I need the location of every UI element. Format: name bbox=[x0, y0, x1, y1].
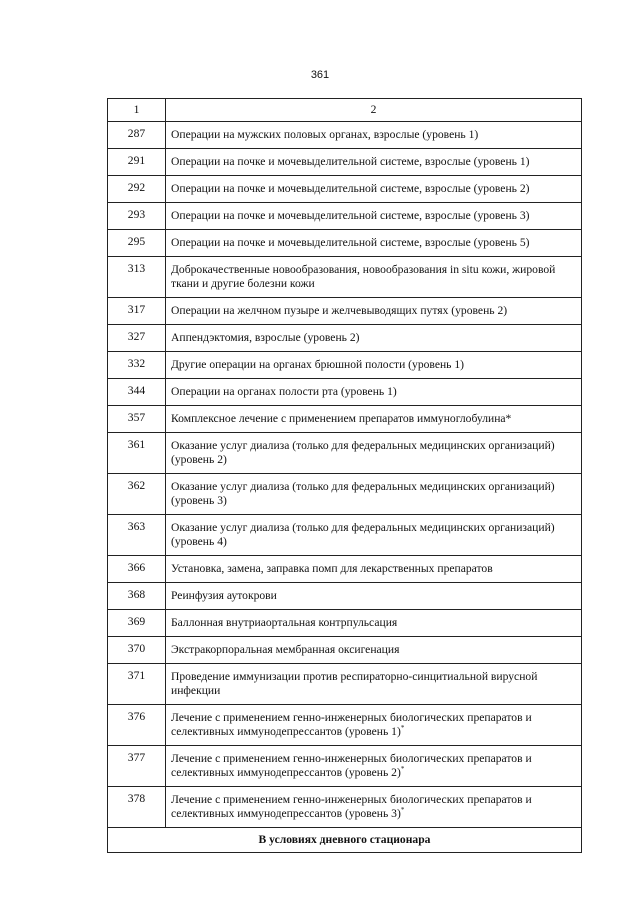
row-code: 293 bbox=[108, 203, 166, 230]
row-text: Оказание услуг диализа (только для федеральных медицинских организаций) (уровень 2) bbox=[166, 433, 582, 474]
row-code: 327 bbox=[108, 325, 166, 352]
row-code: 287 bbox=[108, 122, 166, 149]
row-text-content: Лечение с применением генно-инженерных биологических препаратов и селективных иммунодепрессантов (уровень 2) bbox=[171, 752, 532, 779]
section-title: В условиях дневного стационара bbox=[108, 828, 582, 853]
table-row bbox=[108, 176, 582, 203]
footnote-marker: * bbox=[400, 765, 405, 774]
table-row bbox=[108, 352, 582, 379]
row-text-content: Лечение с применением генно-инженерных биологических препаратов и селективных иммунодепрессантов (уровень 1) bbox=[171, 711, 532, 738]
table-row bbox=[108, 433, 582, 474]
row-code: 361 bbox=[108, 433, 166, 474]
row-code: 376 bbox=[108, 705, 166, 746]
row-text: Реинфузия аутокрови bbox=[166, 583, 582, 610]
row-text: Операции на почке и мочевыделительной системе, взрослые (уровень 1) bbox=[166, 149, 582, 176]
row-text bbox=[166, 705, 582, 746]
table-row bbox=[108, 149, 582, 176]
page-number: 361 bbox=[310, 69, 330, 81]
row-text: Операции на почке и мочевыделительной системе, взрослые (уровень 2) bbox=[166, 176, 582, 203]
table-row bbox=[108, 257, 582, 298]
table-row bbox=[108, 203, 582, 230]
section-title-row bbox=[108, 828, 582, 853]
table-row bbox=[108, 298, 582, 325]
row-text: Другие операции на органах брюшной полости (уровень 1) bbox=[166, 352, 582, 379]
row-text: Операции на мужских половых органах, взрослые (уровень 1) bbox=[166, 122, 582, 149]
row-code: 357 bbox=[108, 406, 166, 433]
table-row bbox=[108, 474, 582, 515]
table-row bbox=[108, 379, 582, 406]
table-row bbox=[108, 230, 582, 257]
footnote-marker: * bbox=[400, 724, 405, 733]
row-code: 371 bbox=[108, 664, 166, 705]
row-text: Операции на почке и мочевыделительной системе, взрослые (уровень 5) bbox=[166, 230, 582, 257]
row-code: 378 bbox=[108, 787, 166, 828]
row-text: Проведение иммунизации против респираторно-синцитиальной вирусной инфекции bbox=[166, 664, 582, 705]
row-code: 344 bbox=[108, 379, 166, 406]
row-text: Оказание услуг диализа (только для федеральных медицинских организаций) (уровень 4) bbox=[166, 515, 582, 556]
table-row bbox=[108, 746, 582, 787]
header-cell-2: 2 bbox=[166, 99, 582, 122]
table-row bbox=[108, 122, 582, 149]
row-code: 366 bbox=[108, 556, 166, 583]
row-text: Операции на органах полости рта (уровень 1) bbox=[166, 379, 582, 406]
table-row bbox=[108, 610, 582, 637]
row-text: Доброкачественные новообразования, новообразования in situ кожи, жировой ткани и другие болезни кожи bbox=[166, 257, 582, 298]
table-row bbox=[108, 664, 582, 705]
row-code: 362 bbox=[108, 474, 166, 515]
row-text bbox=[166, 787, 582, 828]
row-text-content: Лечение с применением генно-инженерных биологических препаратов и селективных иммунодепрессантов (уровень 3) bbox=[171, 793, 532, 820]
row-code: 317 bbox=[108, 298, 166, 325]
table-row bbox=[108, 637, 582, 664]
row-text: Баллонная внутриаортальная контрпульсация bbox=[166, 610, 582, 637]
row-code: 369 bbox=[108, 610, 166, 637]
row-code: 295 bbox=[108, 230, 166, 257]
table-row bbox=[108, 583, 582, 610]
row-code: 370 bbox=[108, 637, 166, 664]
table-row bbox=[108, 515, 582, 556]
footnote-marker: * bbox=[400, 806, 405, 815]
table-header-row bbox=[108, 99, 582, 122]
header-cell-1: 1 bbox=[108, 99, 166, 122]
row-code: 332 bbox=[108, 352, 166, 379]
tariff-table bbox=[107, 98, 582, 853]
row-text: Аппендэктомия, взрослые (уровень 2) bbox=[166, 325, 582, 352]
row-text: Экстракорпоральная мембранная оксигенация bbox=[166, 637, 582, 664]
row-code: 368 bbox=[108, 583, 166, 610]
table-row bbox=[108, 406, 582, 433]
row-text: Операции на почке и мочевыделительной системе, взрослые (уровень 3) bbox=[166, 203, 582, 230]
row-code: 377 bbox=[108, 746, 166, 787]
row-text: Комплексное лечение с применением препаратов иммуноглобулина* bbox=[166, 406, 582, 433]
row-code: 313 bbox=[108, 257, 166, 298]
row-code: 363 bbox=[108, 515, 166, 556]
table-row bbox=[108, 556, 582, 583]
table-row bbox=[108, 705, 582, 746]
row-code: 291 bbox=[108, 149, 166, 176]
row-text: Операции на желчном пузыре и желчевыводящих путях (уровень 2) bbox=[166, 298, 582, 325]
table-row bbox=[108, 325, 582, 352]
row-text: Установка, замена, заправка помп для лекарственных препаратов bbox=[166, 556, 582, 583]
row-text: Оказание услуг диализа (только для федеральных медицинских организаций) (уровень 3) bbox=[166, 474, 582, 515]
table-row bbox=[108, 787, 582, 828]
row-code: 292 bbox=[108, 176, 166, 203]
row-text bbox=[166, 746, 582, 787]
